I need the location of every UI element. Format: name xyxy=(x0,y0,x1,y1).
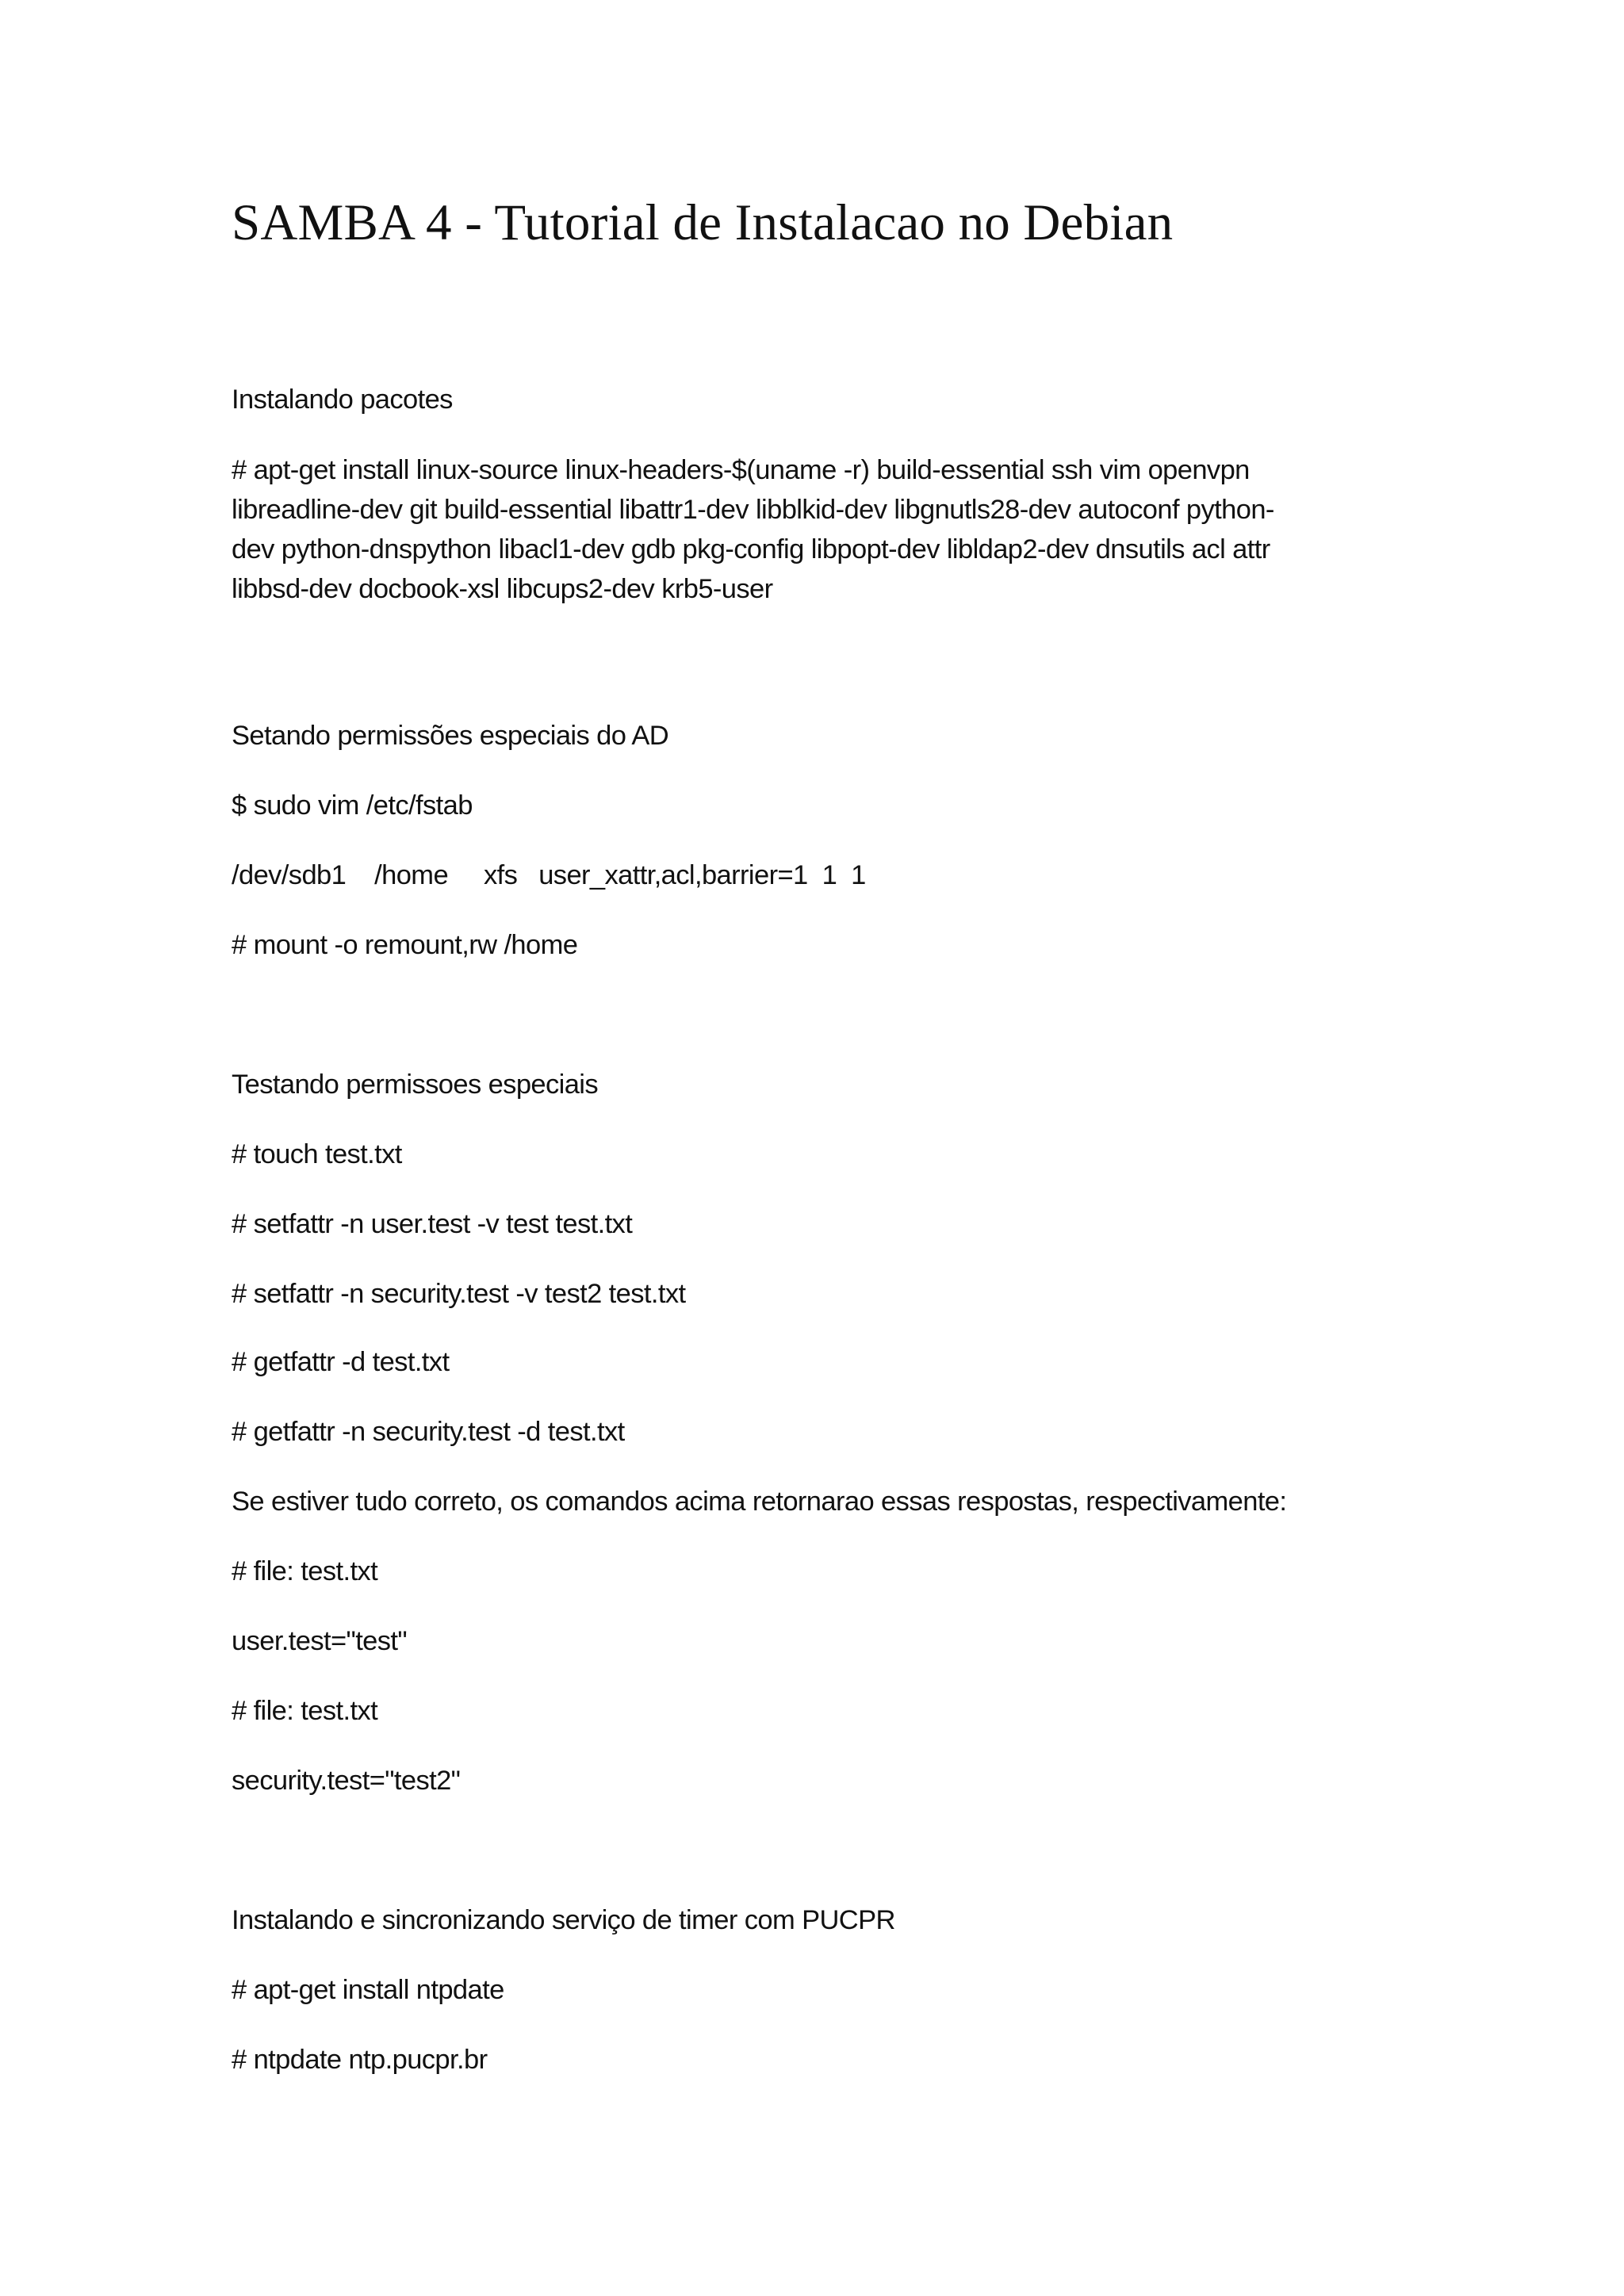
section-heading-install: Instalando pacotes xyxy=(232,385,453,415)
test-command-line: # getfattr -d test.txt xyxy=(232,1347,450,1377)
test-command-line: # getfattr -n security.test -d test.txt xyxy=(232,1417,625,1447)
test-command-line: # setfattr -n security.test -v test2 test.txt xyxy=(232,1279,686,1309)
section-heading-timer: Instalando e sincronizando serviço de timer com PUCPR xyxy=(232,1905,895,1935)
ntp-install-command: # apt-get install ntpdate xyxy=(232,1975,504,2005)
install-command-block xyxy=(232,450,1421,609)
install-command-line: dev python-dnspython libacl1-dev gdb pkg-config libpopt-dev libldap2-dev dnsutils acl attr xyxy=(232,534,1270,564)
remount-command: # mount -o remount,rw /home xyxy=(232,930,578,960)
fstab-edit-command: $ sudo vim /etc/fstab xyxy=(232,790,473,821)
section-heading-testing: Testando permissoes especiais xyxy=(232,1070,599,1100)
test-output-line: # file: test.txt xyxy=(232,1556,378,1586)
install-command-line: libreadline-dev git build-essential libattr1-dev libblkid-dev libgnutls28-dev autoconf python- xyxy=(232,495,1274,525)
test-output-line: user.test="test" xyxy=(232,1626,408,1656)
ntp-sync-command: # ntpdate ntp.pucpr.br xyxy=(232,2045,488,2075)
document-title: SAMBA 4 - Tutorial de Instalacao no Debian xyxy=(232,194,1174,251)
test-command-line: # touch test.txt xyxy=(232,1139,402,1169)
install-command-line: libbsd-dev docbook-xsl libcups2-dev krb5-user xyxy=(232,574,773,604)
test-output-line: # file: test.txt xyxy=(232,1696,378,1726)
section-heading-permissions: Setando permissões especiais do AD xyxy=(232,721,669,751)
test-explanation: Se estiver tudo correto, os comandos acima retornarao essas respostas, respectivamente: xyxy=(232,1487,1287,1517)
test-command-line: # setfattr -n user.test -v test test.txt xyxy=(232,1209,633,1239)
fstab-entry: /dev/sdb1 /home xfs user_xattr,acl,barrier=1 1 1 xyxy=(232,860,866,890)
test-output-line: security.test="test2" xyxy=(232,1766,461,1796)
install-command-line: # apt-get install linux-source linux-headers-$(uname -r) build-essential ssh vim openvpn xyxy=(232,455,1250,485)
